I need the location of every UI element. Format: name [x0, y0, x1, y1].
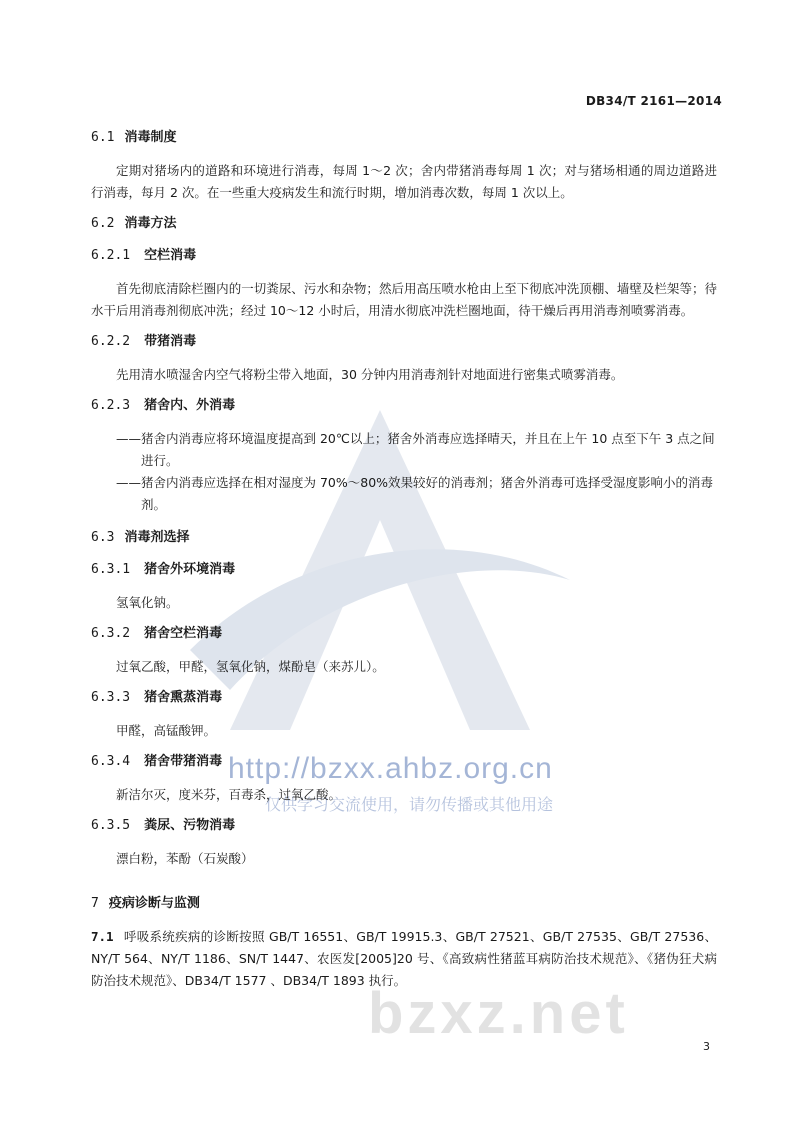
- section-title: 猪舍外环境消毒: [144, 562, 236, 577]
- section-heading: [91, 396, 717, 416]
- paragraph: 新洁尔灭，度米芬，百毒杀，过氧乙酸。: [116, 787, 342, 802]
- section-number: 7: [91, 896, 99, 911]
- section-number: 6.3: [91, 530, 115, 545]
- standard-code: DB34/T 2161—2014: [585, 94, 722, 108]
- paragraph: 漂白粉，苯酚（石炭酸）: [116, 851, 254, 866]
- section-number: 6.2.3: [91, 398, 131, 413]
- dash-mark: ——: [116, 431, 141, 446]
- section-heading: [91, 214, 717, 234]
- clause-text: 呼吸系统疾病的诊断按照 GB/T 16551、GB/T 19915.3、GB/T 27521、GB/T 27535、GB/T 27536、NY/T 564、NY/T 1186、SN/T 1447、农医发[2005]20 号、《高致病性猪蓝耳病防治技术规范》、《猪伪狂犬病防治技术规范》、DB34/T 1577 、DB34/T 1893 执行。: [91, 929, 717, 988]
- section-title: 消毒方法: [124, 216, 177, 231]
- section-number: 6.2: [91, 216, 115, 231]
- section-title: 带猪消毒: [144, 334, 197, 349]
- watermark-site: bzxz.net: [368, 981, 629, 1046]
- section-heading: [91, 560, 717, 580]
- section-title: 空栏消毒: [144, 248, 197, 263]
- section-title: 疫病诊断与监测: [108, 896, 200, 911]
- dash-item-text: 猪舍内消毒应选择在相对湿度为 70%～80%效果较好的消毒剂；猪舍外消毒可选择受湿度影响小的消毒剂。: [141, 475, 714, 512]
- paragraph: 甲醛，高锰酸钾。: [116, 723, 217, 738]
- section-number: 6.3.2: [91, 626, 131, 641]
- dash-item: [116, 472, 717, 516]
- paragraph: 氢氧化钠。: [116, 595, 179, 610]
- page-number: 3: [703, 1040, 710, 1053]
- section-number: 6.3.5: [91, 818, 131, 833]
- dash-mark: ——: [116, 475, 141, 490]
- section-heading: [91, 332, 717, 352]
- section-title: 消毒制度: [124, 130, 177, 145]
- section-title: 猪舍熏蒸消毒: [144, 690, 223, 705]
- dash-item: [116, 428, 717, 472]
- section-heading: [91, 688, 717, 708]
- dash-list: [91, 428, 717, 516]
- section-number: 6.2.2: [91, 334, 131, 349]
- section-heading: [91, 128, 717, 148]
- paragraph: 过氧乙酸，甲醛，氢氧化钠，煤酚皂（来苏儿）。: [116, 659, 385, 674]
- document-body: [91, 128, 717, 1002]
- paragraph: 先用清水喷湿舍内空气将粉尘带入地面，30 分钟内用消毒剂针对地面进行密集式喷雾消毒。: [116, 367, 624, 382]
- clause-number: 7.1: [91, 929, 114, 944]
- section-number: 6.3.4: [91, 754, 131, 769]
- paragraph: 首先彻底清除栏圈内的一切粪尿、污水和杂物；然后用高压喷水枪由上至下彻底冲洗顶棚、墙壁及栏架等；待水干后用消毒剂彻底冲洗；经过 10～12 小时后，用清水彻底冲洗栏圈地面，待干燥后再用消毒剂喷雾消毒。: [91, 281, 717, 318]
- section-heading: [91, 752, 717, 772]
- section-title: 粪尿、污物消毒: [144, 818, 236, 833]
- paragraph: 定期对猪场内的道路和环境进行消毒，每周 1～2 次；舍内带猪消毒每周 1 次；对与猪场相通的周边道路进行消毒，每月 2 次。在一些重大疫病发生和流行时期，增加消毒次数，每周 1 次以上。: [91, 163, 717, 200]
- dash-item-text: 猪舍内消毒应将环境温度提高到 20℃以上；猪舍外消毒应选择晴天，并且在上午 10 点至下午 3 点之间进行。: [141, 431, 715, 468]
- section-number: 6.3.3: [91, 690, 131, 705]
- chapter-heading: [91, 894, 717, 914]
- section-title: 猪舍空栏消毒: [144, 626, 223, 641]
- section-number: 6.2.1: [91, 248, 131, 263]
- section-title: 猪舍内、外消毒: [144, 398, 236, 413]
- section-title: 猪舍带猪消毒: [144, 754, 223, 769]
- section-title: 消毒剂选择: [124, 530, 190, 545]
- section-heading: [91, 624, 717, 644]
- numbered-paragraph: [91, 926, 717, 992]
- section-heading: [91, 528, 717, 548]
- section-heading: [91, 246, 717, 266]
- watermark-url: http://bzxx.ahbz.org.cn: [228, 752, 553, 785]
- section-heading: [91, 816, 717, 836]
- section-number: 6.1: [91, 130, 115, 145]
- section-number: 6.3.1: [91, 562, 131, 577]
- watermark-note: 仅供学习交流使用，请勿传播或其他用途: [265, 795, 554, 814]
